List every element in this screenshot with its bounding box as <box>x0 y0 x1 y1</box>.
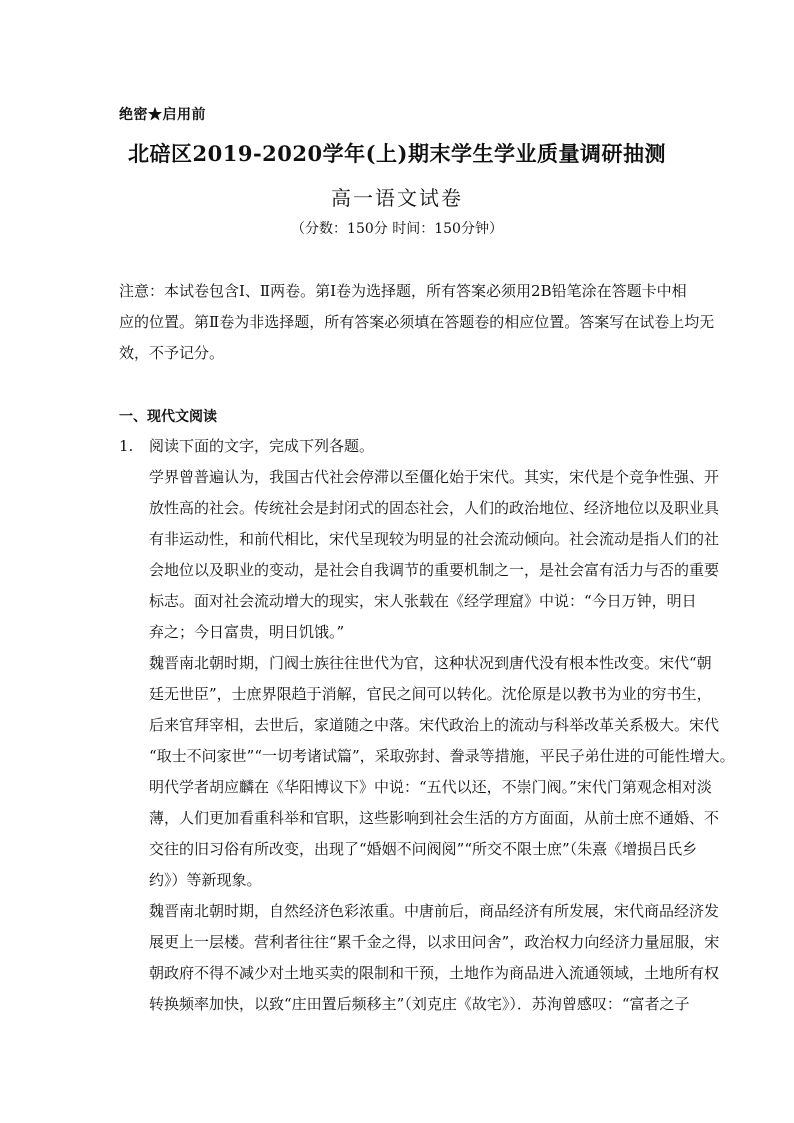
passage-line: 弃之；今日富贵，明日饥饿。” <box>149 623 345 641</box>
passage-line: 明代学者胡应麟在《华阳博议下》中说：“五代以还，不崇门阀。”宋代门第观念相对淡 <box>149 778 712 796</box>
notice-line: 应的位置。第Ⅱ卷为非选择题，所有答案必须填在答题卷的相应位置。答案写在试卷上均无 <box>119 313 715 331</box>
notice-line: 注意：本试卷包含Ⅰ、Ⅱ两卷。第Ⅰ卷为选择题，所有答案必须用2B铅笔涂在答题卡中相 <box>119 282 687 300</box>
passage-line: 廷无世臣”，士庶界限趋于消解，官民之间可以转化。沈伦原是以教书为业的穷书生， <box>149 685 712 703</box>
passage-line: 魏晋南北朝时期，门阀士族往往世代为官，这种状况到唐代没有根本性改变。宋代“朝 <box>149 654 712 672</box>
passage-line: 薄，人们更加看重科举和官职，这些影响到社会生活的方方面面，从前士庶不通婚、不 <box>149 809 720 827</box>
passage-paragraph <box>149 462 720 648</box>
passage-line: 学界曾普遍认为，我国古代社会停滞以至僵化始于宋代。其实，宋代是个竞争性强、开 <box>149 468 720 486</box>
reading-passage <box>149 462 735 1020</box>
exam-notice <box>119 276 715 369</box>
score-time-info: （分数：150分 时间：150分钟） <box>291 221 503 237</box>
exam-title: 北碚区2019-2020学年(上)期末学生学业质量调研抽测 <box>128 141 666 166</box>
passage-line: 转换频率加快，以致“庄田置后频移主”（刘克庄《故宅》）．苏洵曾感叹：“富者之子 <box>149 995 690 1013</box>
passage-line: 后来官拜宰相，去世后，家道随之中落。宋代政治上的流动与科举改革关系极大。宋代 <box>149 716 720 734</box>
passage-line: 会地位以及职业的变动，是社会自我调节的重要机制之一，是社会富有活力与否的重要 <box>149 561 720 579</box>
confidential-label: 绝密★启用前 <box>119 107 206 123</box>
section-heading: 一、现代文阅读 <box>119 409 217 425</box>
passage-line: 魏晋南北朝时期，自然经济色彩浓重。中唐前后，商品经济有所发展，宋代商品经济发 <box>149 902 720 920</box>
passage-line: 有非运动性，和前代相比，宋代呈现较为明显的社会流动倾向。社会流动是指人们的社 <box>149 530 720 548</box>
passage-paragraph <box>149 896 720 1020</box>
passage-line: “取士不问家世”“一切考诸试篇”，采取弥封、誊录等措施，平民子弟仕进的可能性增大。 <box>149 747 735 765</box>
passage-line: 约》）等新现象。 <box>149 871 262 889</box>
question-number: 1. <box>119 437 134 455</box>
passage-line: 放性高的社会。传统社会是封闭式的固态社会，人们的政治地位、经济地位以及职业具 <box>149 499 720 517</box>
passage-line: 标志。面对社会流动增大的现实，宋人张载在《经学理窟》中说：“今日万钟，明日 <box>149 592 697 610</box>
passage-line: 交往的旧习俗有所改变，出现了“婚姻不问阀阅”“所交不限士庶”（朱熹《增损吕氏乡 <box>149 840 698 858</box>
question-prompt-row <box>119 435 374 456</box>
exam-subtitle: 高一语文试卷 <box>331 186 463 210</box>
passage-line: 展更上一层楼。营利者往往“累千金之得，以求田问舍”，政治权力向经济力量屈服，宋 <box>149 933 720 951</box>
passage-paragraph <box>149 648 735 896</box>
question-prompt: 阅读下面的文字，完成下列各题。 <box>149 437 375 455</box>
notice-line: 效，不予记分。 <box>119 344 225 362</box>
passage-line: 朝政府不得不减少对土地买卖的限制和干预，土地作为商品进入流通领域，土地所有权 <box>149 964 720 982</box>
